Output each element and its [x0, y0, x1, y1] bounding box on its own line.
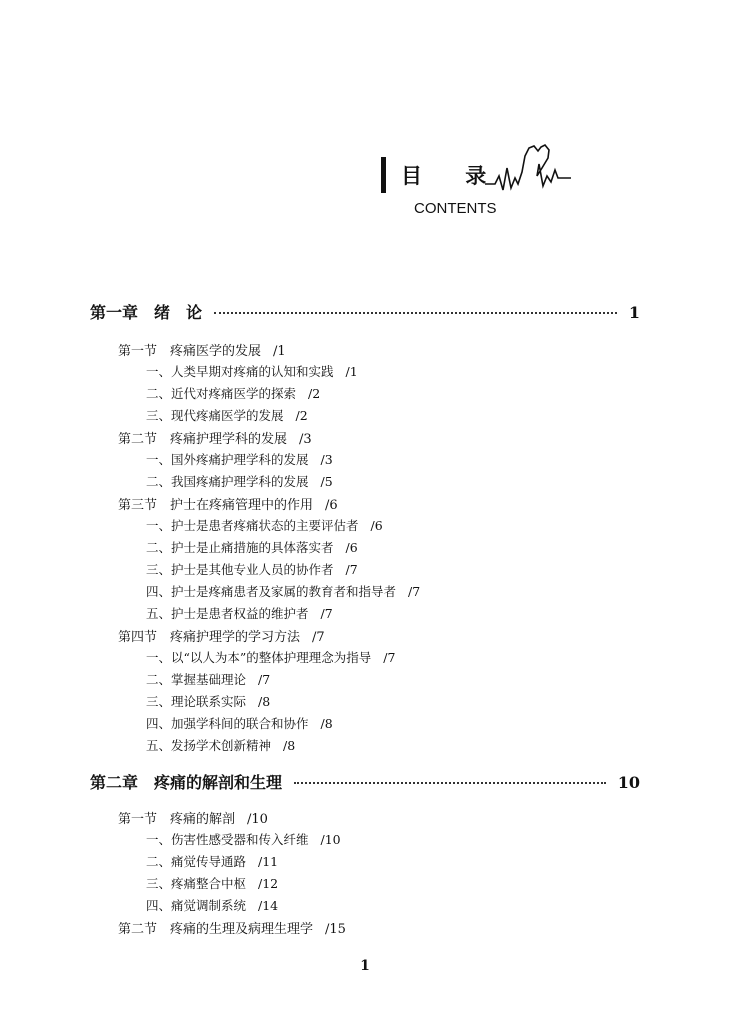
- toc-entry[interactable]: 二、近代对疼痛医学的探索 /2: [146, 386, 321, 401]
- chapter-title: 第二章 疼痛的解剖和生理: [90, 773, 283, 792]
- toc-entry[interactable]: 第二节 疼痛的生理及病理生理学 /15: [118, 922, 346, 937]
- toc-entry[interactable]: 二、痛觉传导通路 /11: [146, 854, 279, 869]
- toc-entry[interactable]: 第四节 疼痛护理学的学习方法 /7: [118, 630, 325, 645]
- toc-entry[interactable]: 三、理论联系实际 /8: [146, 694, 271, 709]
- toc-entry[interactable]: 四、加强学科间的联合和协作 /8: [146, 716, 333, 731]
- toc-entry[interactable]: 二、护士是止痛措施的具体落实者 /6: [146, 540, 358, 555]
- chapter-1-row[interactable]: [90, 300, 640, 323]
- toc-entry[interactable]: 一、以“以人为本”的整体护理理念为指导 /7: [146, 650, 396, 665]
- toc-entry[interactable]: 三、现代疼痛医学的发展 /2: [146, 408, 308, 423]
- toc-entry[interactable]: 一、伤害性感受器和传入纤维 /10: [146, 832, 341, 847]
- toc-entry[interactable]: 三、护士是其他专业人员的协作者 /7: [146, 562, 358, 577]
- heart-ecg-icon: [485, 142, 571, 192]
- toc-entry[interactable]: 四、痛觉调制系统 /14: [146, 898, 279, 913]
- toc-header: [381, 142, 571, 222]
- toc-entry[interactable]: 第一节 疼痛医学的发展 /1: [118, 344, 286, 359]
- toc-entry[interactable]: 第三节 护士在疼痛管理中的作用 /6: [118, 498, 338, 513]
- toc-entry[interactable]: 二、掌握基础理论 /7: [146, 672, 271, 687]
- toc-entry[interactable]: 一、国外疼痛护理学科的发展 /3: [146, 452, 333, 467]
- page-number: 1: [360, 958, 370, 974]
- toc-entry[interactable]: 二、我国疼痛护理学科的发展 /5: [146, 474, 333, 489]
- chapter-page: 1: [628, 303, 640, 322]
- toc-entry[interactable]: 五、发扬学术创新精神 /8: [146, 738, 296, 753]
- toc-entry[interactable]: 三、疼痛整合中枢 /12: [146, 876, 279, 891]
- header-accent-bar: [381, 157, 386, 193]
- toc-entry[interactable]: 第一节 疼痛的解剖 /10: [118, 812, 268, 827]
- toc-entry[interactable]: 第二节 疼痛护理学科的发展 /3: [118, 432, 312, 447]
- dot-leader: [214, 312, 617, 314]
- chapter-title: 第一章 绪 论: [90, 303, 203, 322]
- chapter-page: 10: [617, 773, 640, 792]
- toc-entry[interactable]: 一、护士是患者疼痛状态的主要评估者 /6: [146, 518, 383, 533]
- chapter-2-row[interactable]: [90, 770, 640, 793]
- toc-entry[interactable]: 五、护士是患者权益的维护者 /7: [146, 606, 333, 621]
- dot-leader: [294, 782, 606, 784]
- toc-title: 目 录: [401, 164, 505, 188]
- toc-entry[interactable]: 四、护士是疼痛患者及家属的教育者和指导者 /7: [146, 584, 421, 599]
- toc-entry[interactable]: 一、人类早期对疼痛的认知和实践 /1: [146, 364, 358, 379]
- toc-subtitle: CONTENTS: [414, 200, 497, 217]
